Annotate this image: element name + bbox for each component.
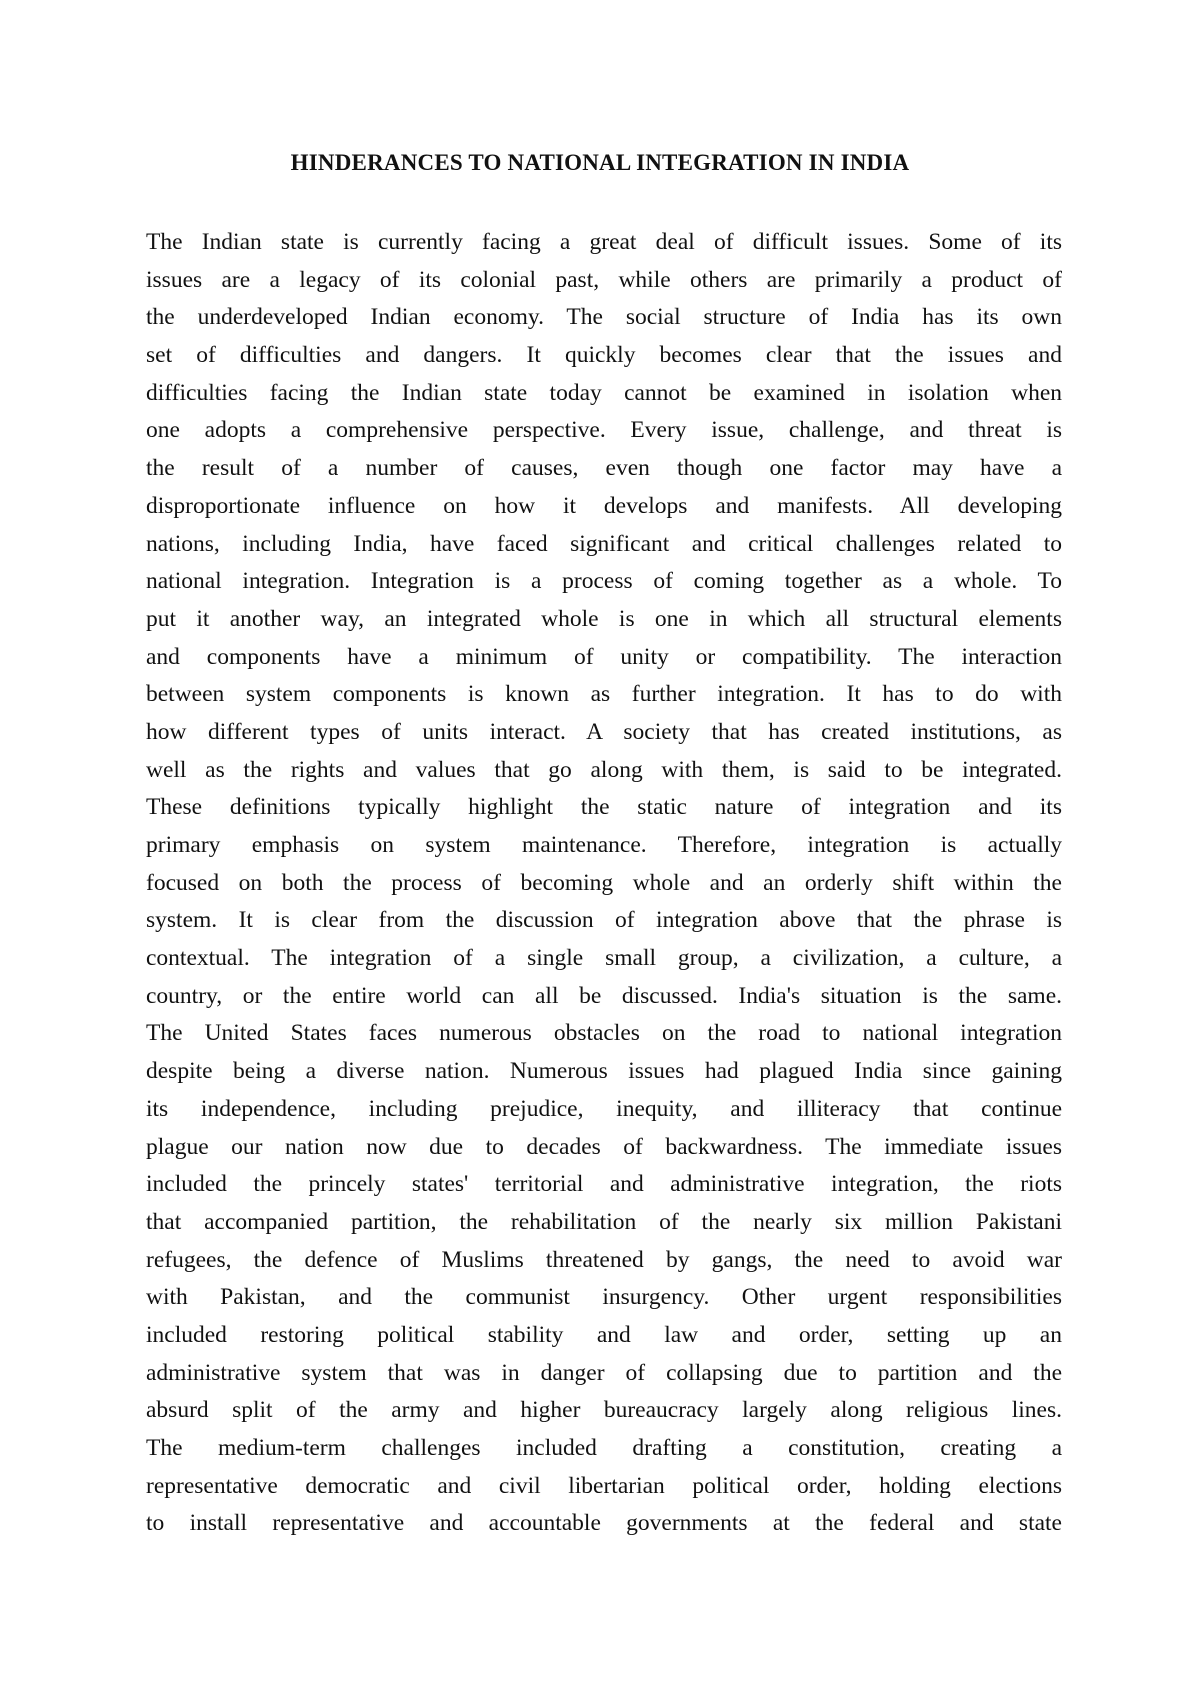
- body-line: issues are a legacy of its colonial past, while others are primarily a product of: [146, 266, 1062, 293]
- body-line: representative democratic and civil libertarian political order, holding elections: [146, 1472, 1062, 1499]
- document-body: [146, 224, 1062, 1543]
- body-line: set of difficulties and dangers. It quickly becomes clear that the issues and: [146, 342, 1062, 369]
- body-line: despite being a diverse nation. Numerous issues had plagued India since gaining: [146, 1058, 1062, 1085]
- document-title: HINDERANCES TO NATIONAL INTEGRATION IN INDIA: [290, 150, 910, 175]
- body-line: one adopts a comprehensive perspective. Every issue, challenge, and threat is: [146, 417, 1062, 444]
- body-line: refugees, the defence of Muslims threatened by gangs, the need to avoid war: [146, 1246, 1062, 1273]
- body-line: that accompanied partition, the rehabilitation of the nearly six million Pakistani: [146, 1208, 1062, 1235]
- body-line: with Pakistan, and the communist insurgency. Other urgent responsibilities: [146, 1284, 1062, 1311]
- body-line: well as the rights and values that go along with them, is said to be integrated.: [146, 756, 1062, 783]
- body-line: between system components is known as further integration. It has to do with: [146, 681, 1062, 708]
- body-line: the result of a number of causes, even though one factor may have a: [146, 455, 1062, 482]
- body-line: disproportionate influence on how it develops and manifests. All developing: [146, 492, 1062, 519]
- body-line: national integration. Integration is a process of coming together as a whole. To: [146, 568, 1062, 595]
- body-line: put it another way, an integrated whole is one in which all structural elements: [146, 605, 1062, 632]
- body-line: country, or the entire world can all be discussed. India's situation is the same.: [146, 982, 1062, 1009]
- body-line: These definitions typically highlight the static nature of integration and its: [146, 794, 1062, 821]
- body-line: included the princely states' territorial and administrative integration, the riots: [146, 1171, 1062, 1198]
- body-line: contextual. The integration of a single small group, a civilization, a culture, a: [146, 945, 1062, 972]
- body-line: nations, including India, have faced significant and critical challenges related to: [146, 530, 1062, 557]
- body-line: and components have a minimum of unity or compatibility. The interaction: [146, 643, 1062, 670]
- body-line: plague our nation now due to decades of backwardness. The immediate issues: [146, 1133, 1062, 1160]
- body-line: absurd split of the army and higher bureaucracy largely along religious lines.: [146, 1397, 1062, 1424]
- body-line: included restoring political stability and law and order, setting up an: [146, 1321, 1062, 1348]
- body-line: The medium-term challenges included drafting a constitution, creating a: [146, 1435, 1062, 1461]
- body-line: its independence, including prejudice, inequity, and illiteracy that continue: [146, 1095, 1062, 1122]
- body-line: how different types of units interact. A society that has created institutions, as: [146, 718, 1062, 745]
- body-line: the underdeveloped Indian economy. The social structure of India has its own: [146, 304, 1062, 331]
- body-line: The United States faces numerous obstacles on the road to national integration: [146, 1020, 1062, 1047]
- body-line: focused on both the process of becoming whole and an orderly shift within the: [146, 869, 1062, 896]
- body-line: administrative system that was in danger of collapsing due to partition and the: [146, 1359, 1062, 1386]
- body-line: The Indian state is currently facing a great deal of difficult issues. Some of its: [146, 229, 1062, 255]
- body-line: system. It is clear from the discussion of integration above that the phrase is: [146, 907, 1062, 934]
- body-line: primary emphasis on system maintenance. Therefore, integration is actually: [146, 832, 1062, 858]
- body-line: to install representative and accountable governments at the federal and state: [146, 1510, 1062, 1537]
- body-line: difficulties facing the Indian state today cannot be examined in isolation when: [146, 379, 1062, 406]
